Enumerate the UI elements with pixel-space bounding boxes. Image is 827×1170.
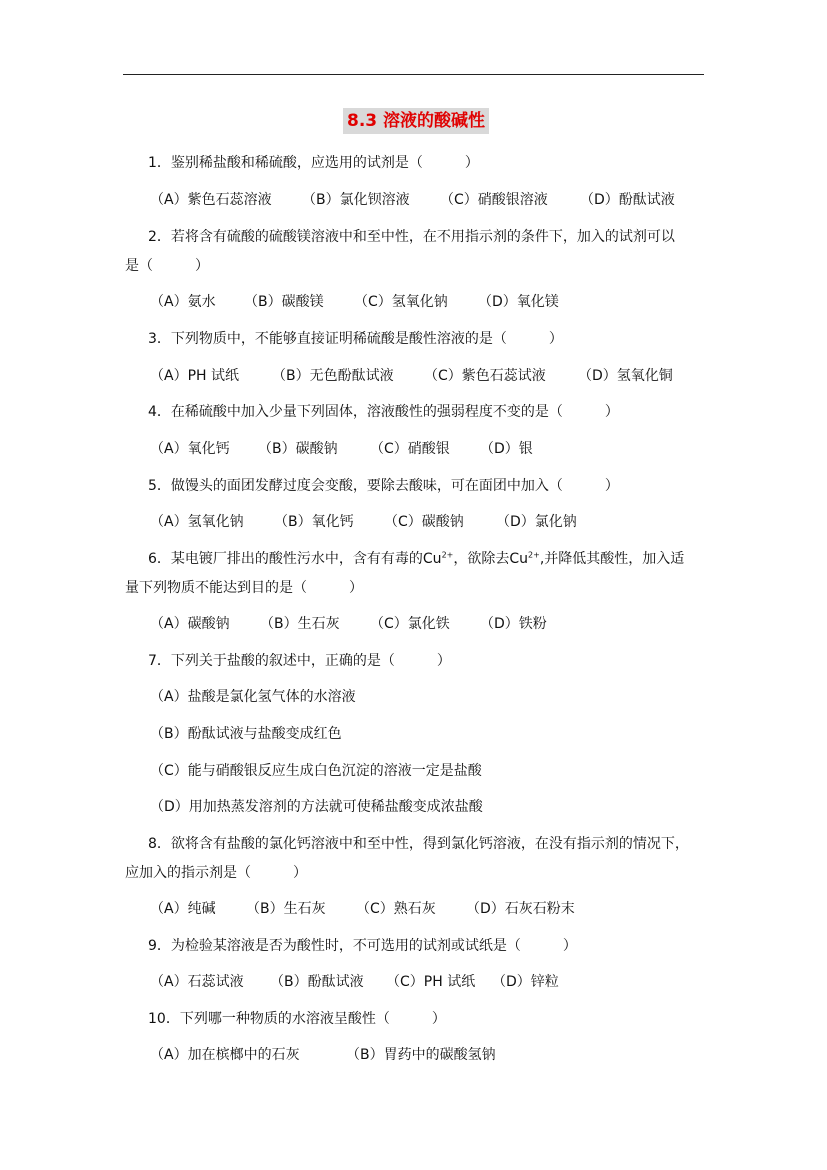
question-7: 7．下列关于盐酸的叙述中，正确的是（ ）: [148, 653, 451, 669]
option-a: （A）氨水: [150, 294, 216, 310]
option-c: （C）熟石灰: [356, 901, 436, 917]
question-10: 10．下列哪一种物质的水溶液呈酸性（ ）: [148, 1011, 446, 1027]
option-b: （B）胃药中的碳酸氢钠: [346, 1047, 496, 1063]
option-a: （A）盐酸是氯化氢气体的水溶液: [150, 689, 356, 705]
option-b: （B）生石灰: [260, 616, 340, 632]
question-8-continuation: 应加入的指示剂是（ ）: [125, 865, 307, 881]
option-a: （A）纯碱: [150, 901, 216, 917]
option-b: （B）碳酸钠: [258, 441, 338, 457]
option-a: （A）氧化钙: [150, 441, 230, 457]
option-a: （A）碳酸钠: [150, 616, 230, 632]
option-d: （D）锌粒: [492, 974, 559, 990]
question-6-text-a: 6．某电镀厂排出的酸性污水中，含有有毒的Cu: [148, 551, 442, 567]
option-a: （A）氢氧化钠: [150, 514, 244, 530]
question-9: 9．为检验某溶液是否为酸性时，不可选用的试剂或试纸是（ ）: [148, 938, 577, 954]
question-6-text-b: ，欲除去Cu: [453, 551, 529, 567]
option-d: （D）氯化钠: [496, 514, 577, 530]
superscript-charge: 2+: [528, 550, 540, 560]
option-c: （C）硝酸银溶液: [440, 192, 548, 208]
option-b: （B）酚酞试液: [270, 974, 364, 990]
question-3: 3．下列物质中，不能够直接证明稀硫酸是酸性溶液的是（ ）: [148, 331, 563, 347]
option-d: （D）银: [480, 441, 533, 457]
option-b: （B）无色酚酞试液: [272, 368, 394, 384]
option-a: （A）PH 试纸: [150, 368, 239, 384]
option-c: （C）氯化铁: [370, 616, 450, 632]
option-b: （B）碳酸镁: [244, 294, 324, 310]
question-6-continuation: 量下列物质不能达到目的是（ ）: [125, 580, 363, 596]
option-b: （B）生石灰: [246, 901, 326, 917]
option-d: （D）氧化镁: [478, 294, 559, 310]
question-2: 2．若将含有硫酸的硫酸镁溶液中和至中性，在不用指示剂的条件下，加入的试剂可以: [148, 229, 675, 245]
option-b: （B）氧化钙: [274, 514, 354, 530]
question-6-text-c: ,并降低其酸性，加入适: [539, 551, 685, 567]
option-a: （A）加在槟榔中的石灰: [150, 1047, 300, 1063]
question-2-continuation: 是（ ）: [125, 258, 209, 274]
question-4: 4．在稀硫酸中加入少量下列固体，溶液酸性的强弱程度不变的是（ ）: [148, 404, 619, 420]
option-c: （C）氢氧化钠: [354, 294, 448, 310]
option-a: （A）紫色石蕊溶液: [150, 192, 272, 208]
option-d: （D）石灰石粉末: [466, 901, 575, 917]
superscript-charge: 2+: [441, 550, 454, 560]
header-rule: [123, 74, 704, 75]
option-c: （C）硝酸银: [370, 441, 450, 457]
question-6: [148, 550, 684, 568]
option-d: （D）铁粉: [480, 616, 547, 632]
option-b: （B）酚酞试液与盐酸变成红色: [150, 726, 342, 742]
option-c: （C）碳酸钠: [384, 514, 464, 530]
option-c: （C）紫色石蕊试液: [424, 368, 546, 384]
option-c: （C）PH 试纸: [386, 974, 476, 990]
page-title: 8.3 溶液的酸碱性: [343, 108, 489, 134]
option-c: （C）能与硝酸银反应生成白色沉淀的溶液一定是盐酸: [150, 763, 482, 779]
option-a: （A）石蕊试液: [150, 974, 244, 990]
option-d: （D）用加热蒸发溶剂的方法就可使稀盐酸变成浓盐酸: [150, 799, 483, 815]
option-d: （D）酚酞试液: [580, 192, 675, 208]
option-d: （D）氢氧化铜: [578, 368, 673, 384]
question-5: 5．做馒头的面团发酵过度会变酸，要除去酸味，可在面团中加入（ ）: [148, 478, 619, 494]
option-b: （B）氯化钡溶液: [302, 192, 410, 208]
question-1: 1．鉴别稀盐酸和稀硫酸，应选用的试剂是（ ）: [148, 155, 479, 171]
question-8: 8．欲将含有盐酸的氯化钙溶液中和至中性，得到氯化钙溶液，在没有指示剂的情况下，: [148, 836, 689, 852]
